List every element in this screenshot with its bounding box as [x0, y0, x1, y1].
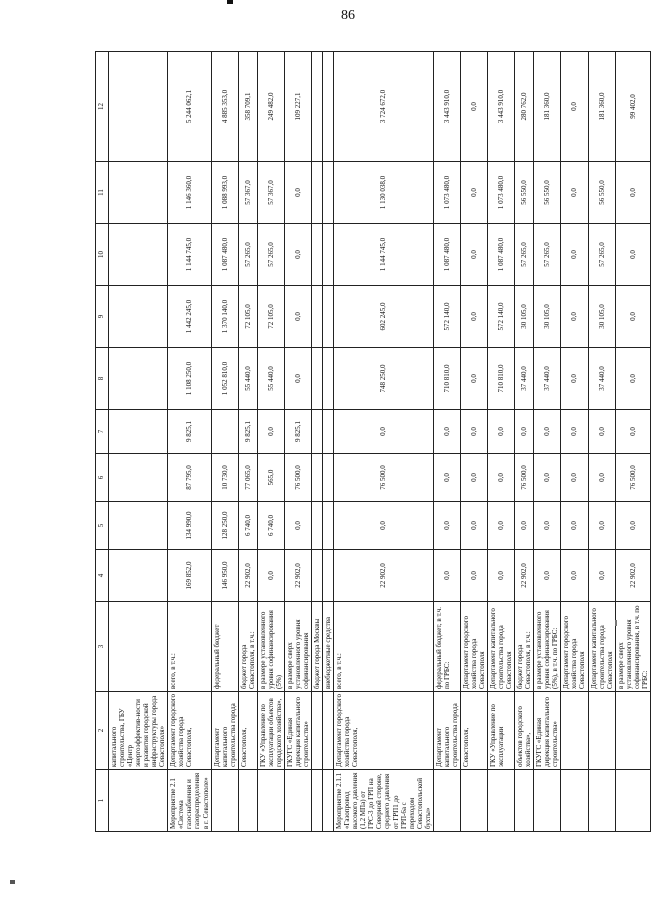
- table-row: [515, 52, 534, 832]
- table-cell: 37 440,0: [534, 348, 561, 410]
- table-cell: [433, 770, 460, 832]
- table-cell: [109, 52, 168, 162]
- table-body: [109, 52, 651, 832]
- table-cell: [460, 770, 487, 832]
- table-row: [534, 52, 561, 832]
- table-cell: 710 810,0: [433, 348, 460, 410]
- table-cell: [323, 502, 334, 550]
- table-cell: [615, 692, 650, 770]
- table-cell: 0,0: [561, 454, 588, 502]
- table-cell: 3 724 672,0: [334, 52, 434, 162]
- table-cell: ГКУГС «Единая дирекция капитального строительства»: [534, 692, 561, 770]
- table-cell: 0,0: [488, 454, 515, 502]
- table-cell: [323, 454, 334, 502]
- table-cell: 0,0: [433, 410, 460, 454]
- table-cell: 4 885 353,0: [211, 52, 238, 162]
- table-cell: 0,0: [515, 410, 534, 454]
- table-cell: [312, 410, 323, 454]
- table-cell: 0,0: [588, 550, 615, 602]
- table-cell: 0,0: [460, 224, 487, 286]
- table-cell: 57 265,0: [257, 224, 284, 286]
- table-cell: 0,0: [460, 550, 487, 602]
- table-cell: 0,0: [615, 410, 650, 454]
- table-cell: 57 265,0: [515, 224, 534, 286]
- table-cell: 55 440,0: [257, 348, 284, 410]
- budget-table: [95, 51, 651, 832]
- column-header: 2: [96, 692, 109, 770]
- table-cell: 0,0: [615, 224, 650, 286]
- table-cell: [323, 410, 334, 454]
- table-cell: в размере установленного уровня софинансирования (5%), в т.ч. по ГРБС:: [534, 602, 561, 692]
- table-cell: 30 105,0: [588, 286, 615, 348]
- table-cell: 6 740,0: [238, 502, 257, 550]
- header-row: [96, 52, 109, 832]
- table-cell: 0,0: [615, 162, 650, 224]
- table-cell: [323, 224, 334, 286]
- table-cell: 128 250,0: [211, 502, 238, 550]
- column-header: 7: [96, 410, 109, 454]
- column-header: 12: [96, 52, 109, 162]
- table-cell: 565,0: [257, 454, 284, 502]
- table-cell: [109, 348, 168, 410]
- table-cell: 748 250,0: [334, 348, 434, 410]
- table-cell: 0,0: [488, 410, 515, 454]
- table-cell: Департамент капитального строительства города Севастополя: [588, 602, 615, 692]
- table-row: [615, 52, 650, 832]
- table-cell: объектов городского хозяйства»,: [515, 692, 534, 770]
- table-row: [168, 52, 211, 832]
- table-row: [211, 52, 238, 832]
- table-cell: 0,0: [588, 454, 615, 502]
- table-cell: 87 795,0: [168, 454, 211, 502]
- table-cell: 1 370 140,0: [211, 286, 238, 348]
- table-cell: 0,0: [284, 348, 311, 410]
- table-cell: 358 709,1: [238, 52, 257, 162]
- scan-mark: [10, 880, 15, 884]
- table-cell: [588, 692, 615, 770]
- table-cell: 0,0: [561, 224, 588, 286]
- table-cell: [323, 348, 334, 410]
- table-cell: [109, 550, 168, 602]
- table-cell: Департамент городского хозяйства города Севастополя: [561, 602, 588, 692]
- table-cell: 6 740,0: [257, 502, 284, 550]
- table-row: [334, 52, 434, 832]
- table-cell: 0,0: [284, 502, 311, 550]
- table-cell: [312, 454, 323, 502]
- table-cell: Департамент капитального строительства города: [433, 692, 460, 770]
- table-cell: [109, 224, 168, 286]
- table-cell: [109, 502, 168, 550]
- column-header: 1: [96, 770, 109, 832]
- table-cell: 22 902,0: [515, 550, 534, 602]
- table-cell: 0,0: [284, 224, 311, 286]
- table-cell: 0,0: [561, 502, 588, 550]
- table-cell: 0,0: [488, 502, 515, 550]
- table-cell: федеральный бюджет: [211, 602, 238, 692]
- table-cell: Департамент городского хозяйства города Севастополя: [460, 602, 487, 692]
- table-cell: 37 440,0: [515, 348, 534, 410]
- table-cell: [323, 550, 334, 602]
- table-cell: 1 108 250,0: [168, 348, 211, 410]
- table-cell: 99 402,0: [615, 52, 650, 162]
- table-cell: 0,0: [488, 550, 515, 602]
- table-cell: 1 073 480,0: [433, 162, 460, 224]
- table-cell: [312, 224, 323, 286]
- table-cell: 0,0: [257, 550, 284, 602]
- table-cell: 1 144 745,0: [168, 224, 211, 286]
- table-cell: 280 762,0: [515, 52, 534, 162]
- table-cell: 22 902,0: [615, 550, 650, 602]
- table-cell: 0,0: [460, 286, 487, 348]
- table-cell: 3 443 910,0: [433, 52, 460, 162]
- table-cell: 1 087 480,0: [488, 224, 515, 286]
- table-cell: 0,0: [257, 410, 284, 454]
- table-cell: 0,0: [615, 502, 650, 550]
- table-cell: 181 360,0: [534, 52, 561, 162]
- table-cell: [238, 770, 257, 832]
- table-cell: 0,0: [433, 454, 460, 502]
- table-row: [284, 52, 311, 832]
- table-cell: 0,0: [561, 348, 588, 410]
- column-header: 9: [96, 286, 109, 348]
- table-cell: 1 052 810,0: [211, 348, 238, 410]
- rotated-table-wrapper: [95, 52, 649, 832]
- column-header: 11: [96, 162, 109, 224]
- table-cell: 76 500,0: [515, 454, 534, 502]
- table-cell: всего, в т.ч.:: [334, 602, 434, 692]
- table-cell: 72 105,0: [257, 286, 284, 348]
- table-cell: 30 105,0: [534, 286, 561, 348]
- table-cell: 1 088 993,0: [211, 162, 238, 224]
- table-cell: 0,0: [460, 162, 487, 224]
- table-cell: 1 144 745,0: [334, 224, 434, 286]
- table-cell: 109 227,1: [284, 52, 311, 162]
- table-row: [460, 52, 487, 832]
- column-header: 10: [96, 224, 109, 286]
- table-cell: [323, 770, 334, 832]
- table-cell: бюджет города Севастополя, в т.ч.:: [238, 602, 257, 692]
- table-cell: [312, 502, 323, 550]
- table-cell: внебюджетные средства: [323, 602, 334, 692]
- table-cell: [312, 52, 323, 162]
- table-cell: 72 105,0: [238, 286, 257, 348]
- table-cell: 22 902,0: [238, 550, 257, 602]
- table-cell: Департамент капитального строительства города Севастополя: [488, 602, 515, 692]
- table-cell: 1 442 245,0: [168, 286, 211, 348]
- table-cell: 10 730,0: [211, 454, 238, 502]
- table-cell: 5 244 062,1: [168, 52, 211, 162]
- table-cell: [534, 770, 561, 832]
- table-cell: [615, 770, 650, 832]
- table-cell: [312, 692, 323, 770]
- table-cell: федеральный бюджет, в т.ч. по ГРБС:: [433, 602, 460, 692]
- table-cell: 0,0: [534, 550, 561, 602]
- table-cell: 134 990,0: [168, 502, 211, 550]
- table-cell: капитального строительства, ГБУ «Центр энергоэффектив-ности и развития городской инфраструктуры города Севастополя»: [109, 692, 168, 770]
- table-cell: 1 146 360,0: [168, 162, 211, 224]
- table-cell: 0,0: [561, 52, 588, 162]
- table-cell: 0,0: [433, 502, 460, 550]
- scan-mark: [615, 620, 617, 626]
- table-cell: 0,0: [284, 286, 311, 348]
- table-cell: 56 550,0: [515, 162, 534, 224]
- table-cell: [211, 770, 238, 832]
- table-cell: [323, 52, 334, 162]
- table-cell: 0,0: [284, 162, 311, 224]
- table-cell: [323, 692, 334, 770]
- table-cell: 0,0: [334, 502, 434, 550]
- table-cell: 1 087 480,0: [433, 224, 460, 286]
- table-cell: 22 902,0: [284, 550, 311, 602]
- table-cell: Севастополя,: [460, 692, 487, 770]
- table-cell: 57 367,0: [238, 162, 257, 224]
- table-cell: 146 950,0: [211, 550, 238, 602]
- table-cell: [109, 410, 168, 454]
- table-cell: 9 825,1: [284, 410, 311, 454]
- table-cell: [312, 550, 323, 602]
- table-cell: [561, 770, 588, 832]
- table-cell: [312, 286, 323, 348]
- column-header: 4: [96, 550, 109, 602]
- table-row: [561, 52, 588, 832]
- table-cell: 0,0: [460, 348, 487, 410]
- table-cell: 55 440,0: [238, 348, 257, 410]
- table-cell: 169 852,0: [168, 550, 211, 602]
- table-cell: [312, 770, 323, 832]
- table-row: [433, 52, 460, 832]
- table-cell: 0,0: [561, 286, 588, 348]
- table-cell: Мероприятие 2.1.1 «Газопровод высокого давления (1,2 МПа) от ГРС-3 до ГРП на Северной стороне, среднего давления от ГРП1 до ГРП-6а с переходом Севастопольской бухты»: [334, 770, 434, 832]
- table-cell: 710 810,0: [488, 348, 515, 410]
- table-cell: 57 367,0: [257, 162, 284, 224]
- table-cell: 57 265,0: [534, 224, 561, 286]
- table-cell: ГКУ «Управление по эксплуатации: [488, 692, 515, 770]
- table-cell: 57 265,0: [238, 224, 257, 286]
- table-cell: [109, 162, 168, 224]
- table-cell: 0,0: [588, 410, 615, 454]
- table-cell: [515, 770, 534, 832]
- table-cell: [211, 410, 238, 454]
- column-header: 8: [96, 348, 109, 410]
- table-cell: ГКУГС «Единая дирекция капитального строительства»: [284, 692, 311, 770]
- scan-mark: [227, 0, 233, 4]
- table-cell: 76 500,0: [615, 454, 650, 502]
- column-header: 5: [96, 502, 109, 550]
- table-row: [488, 52, 515, 832]
- table-cell: 0,0: [460, 502, 487, 550]
- column-header: 3: [96, 602, 109, 692]
- table-row: [257, 52, 284, 832]
- table-cell: 9 825,1: [238, 410, 257, 454]
- table-cell: 572 140,0: [488, 286, 515, 348]
- table-cell: в размере установленного уровня софинансирования (5%): [257, 602, 284, 692]
- table-cell: 249 482,0: [257, 52, 284, 162]
- table-cell: 56 550,0: [534, 162, 561, 224]
- table-cell: 30 105,0: [515, 286, 534, 348]
- table-row: [109, 52, 168, 832]
- table-cell: [109, 770, 168, 832]
- table-cell: 0,0: [588, 502, 615, 550]
- table-cell: [284, 770, 311, 832]
- table-cell: 0,0: [615, 348, 650, 410]
- table-cell: 37 440,0: [588, 348, 615, 410]
- table-cell: 572 140,0: [433, 286, 460, 348]
- table-cell: [312, 162, 323, 224]
- table-cell: [588, 770, 615, 832]
- table-row: [323, 52, 334, 832]
- table-cell: 0,0: [534, 454, 561, 502]
- table-cell: 3 443 910,0: [488, 52, 515, 162]
- table-cell: Департамент городского хозяйства города Севастополя,: [334, 692, 434, 770]
- table-cell: 76 500,0: [284, 454, 311, 502]
- table-cell: 1 130 038,0: [334, 162, 434, 224]
- table-cell: [323, 162, 334, 224]
- table-cell: 0,0: [460, 410, 487, 454]
- table-cell: [109, 602, 168, 692]
- table-cell: [488, 770, 515, 832]
- table-cell: [257, 770, 284, 832]
- table-cell: [312, 348, 323, 410]
- column-header: 6: [96, 454, 109, 502]
- table-cell: в размере сверх установленного уровня софинансирования, в т.ч. по ГРБС:: [615, 602, 650, 692]
- table-cell: 56 550,0: [588, 162, 615, 224]
- table-cell: Департамент капитального строительства города: [211, 692, 238, 770]
- page-number: 86: [341, 8, 355, 23]
- table-cell: 0,0: [460, 52, 487, 162]
- table-row: [238, 52, 257, 832]
- table-cell: 77 065,0: [238, 454, 257, 502]
- table-row: [588, 52, 615, 832]
- table-cell: [561, 692, 588, 770]
- table-cell: [323, 286, 334, 348]
- table-cell: всего, в т.ч.:: [168, 602, 211, 692]
- table-cell: 76 500,0: [334, 454, 434, 502]
- table-cell: 0,0: [561, 550, 588, 602]
- table-row: [312, 52, 323, 832]
- table-cell: 602 245,0: [334, 286, 434, 348]
- table-cell: бюджет города Севастополя, в т.ч.:: [515, 602, 534, 692]
- table-cell: Департамент городского хозяйства города Севастополя,: [168, 692, 211, 770]
- table-cell: 22 902,0: [334, 550, 434, 602]
- table-cell: 1 073 480,0: [488, 162, 515, 224]
- table-cell: [109, 454, 168, 502]
- table-cell: бюджет города Москвы: [312, 602, 323, 692]
- table-cell: [109, 286, 168, 348]
- table-cell: 181 360,0: [588, 52, 615, 162]
- table-cell: ГКУ «Управление по эксплуатации объектов городского хозяйства»,: [257, 692, 284, 770]
- table-cell: 1 087 480,0: [211, 224, 238, 286]
- table-cell: 57 265,0: [588, 224, 615, 286]
- table-cell: 0,0: [561, 162, 588, 224]
- table-cell: 0,0: [515, 502, 534, 550]
- table-cell: 0,0: [334, 410, 434, 454]
- table-cell: в размере сверх установленного уровня софинансирования: [284, 602, 311, 692]
- table-cell: 0,0: [534, 410, 561, 454]
- table-cell: 0,0: [561, 410, 588, 454]
- table-cell: 0,0: [460, 454, 487, 502]
- table-cell: 0,0: [534, 502, 561, 550]
- table-cell: 0,0: [615, 286, 650, 348]
- table-cell: 0,0: [433, 550, 460, 602]
- table-cell: 9 825,1: [168, 410, 211, 454]
- table-cell: Мероприятие 2.1 «Система газоснабжения и газораспределения в г. Севастополе»: [168, 770, 211, 832]
- table-cell: Севастополя,: [238, 692, 257, 770]
